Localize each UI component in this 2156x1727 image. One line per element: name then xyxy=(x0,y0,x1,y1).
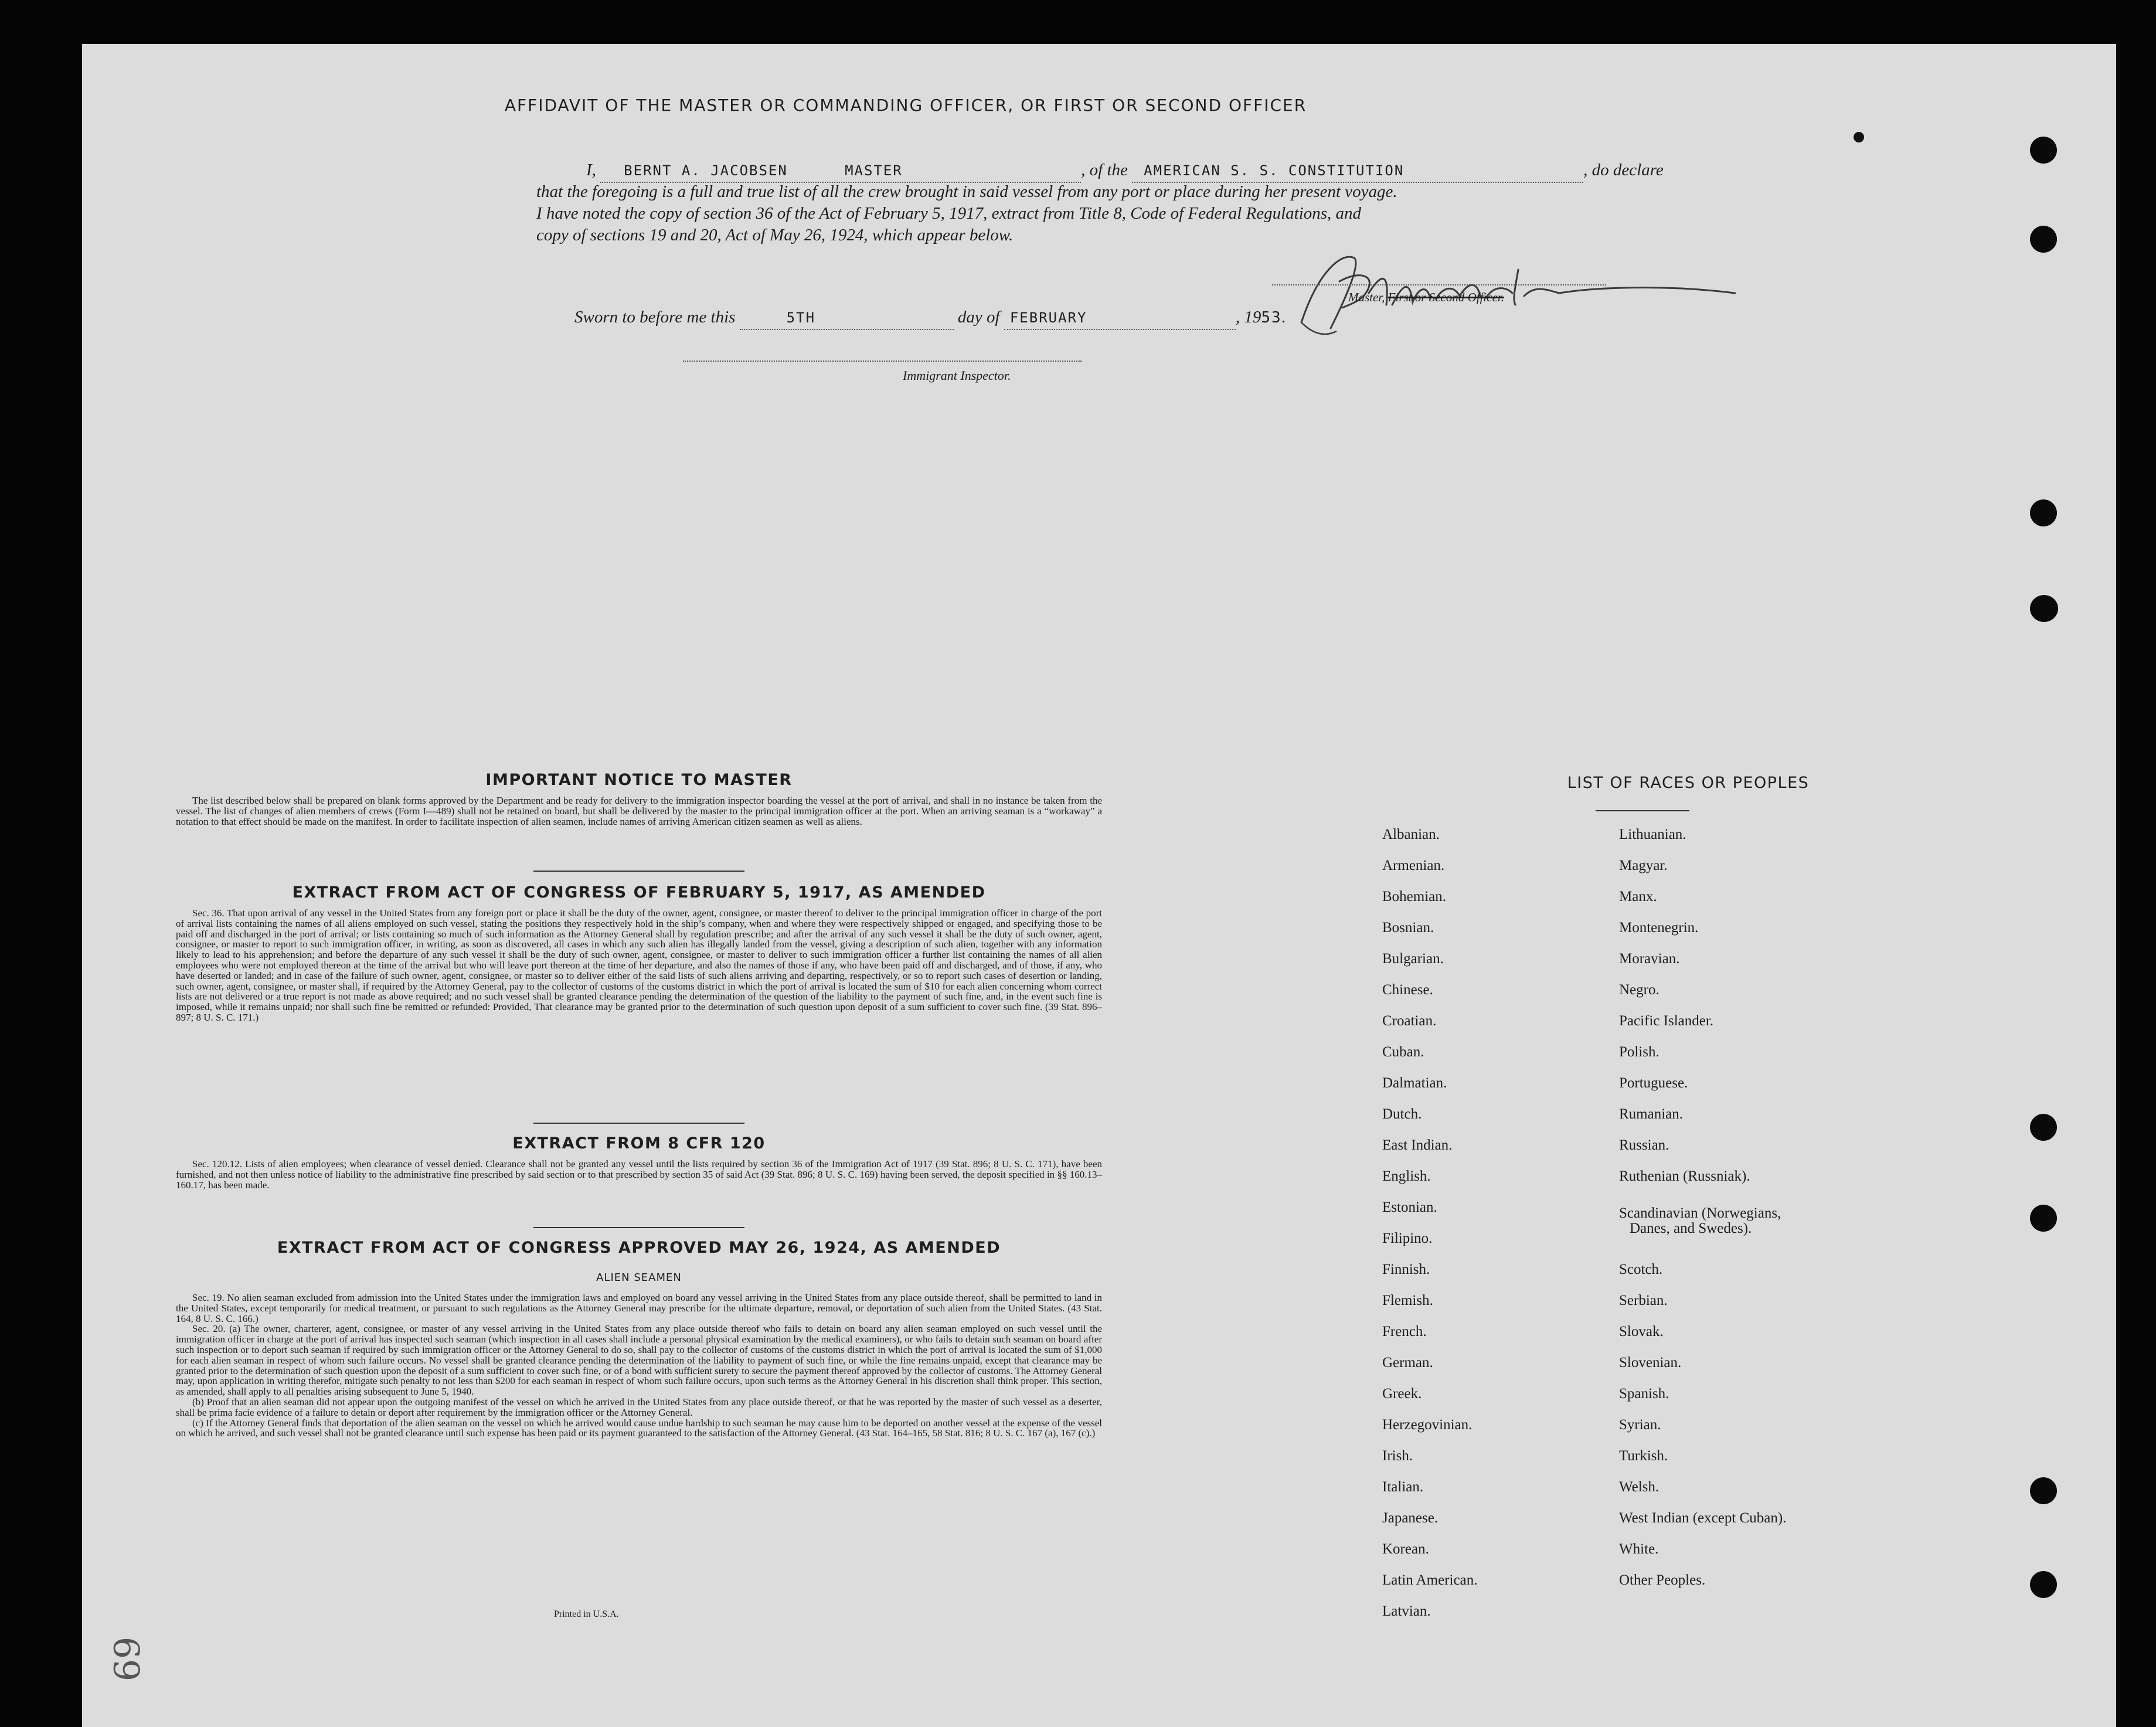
race-item: English. xyxy=(1382,1168,1431,1184)
race-item: Cuban. xyxy=(1382,1044,1424,1060)
race-item: Montenegrin. xyxy=(1619,920,1699,936)
race-item: German. xyxy=(1382,1355,1433,1371)
race-item: Chinese. xyxy=(1382,982,1433,998)
race-item: Other Peoples. xyxy=(1619,1572,1706,1588)
master-rank: MASTER xyxy=(845,162,903,179)
race-item: Bohemian. xyxy=(1382,889,1447,905)
extract-1924-body xyxy=(176,1293,1102,1439)
race-item: Moravian. xyxy=(1619,951,1680,967)
day-of-label: day of xyxy=(957,308,1000,327)
sworn-label: Sworn to before me this xyxy=(574,308,736,327)
race-item: Greek. xyxy=(1382,1386,1422,1402)
sec-19-paragraph: Sec. 19. No alien seaman excluded from admission into the United States under the immigration laws and employed on board any vessel arriving in the United States from any place outside thereof, shall be permitted to land in the United States, except temporarily for medical treatment, or pursuant to such regulations as the Attorney General may prescribe for the ultimate departure, removal, or deportation of such alien from the United States. (43 Stat. 164, 8 U. S. C. 166.) xyxy=(176,1292,1102,1324)
divider xyxy=(533,871,744,872)
sworn-day-field xyxy=(740,307,954,330)
affidavit-line-2: that the foregoing is a full and true list of all the crew brought in said vessel from any port or place during her present voyage. xyxy=(536,182,1397,201)
sec-20c-paragraph: (c) If the Attorney General finds that deportation of the alien seaman on the vessel on which he arrived would cause undue hardship to such seaman he may cause him to be deported on another vessel at the expense of the vessel on which he arrived, and such vessel shall not be granted clearance until such expense has been paid or its payment guaranteed to the satisfaction of the Attorney General. (43 Stat. 164–165, 58 Stat. 816; 8 U. S. C. 167 (a), 167 (c).) xyxy=(176,1417,1102,1439)
race-item: Albanian. xyxy=(1382,827,1440,842)
race-item: White. xyxy=(1619,1541,1659,1557)
binder-hole xyxy=(2030,137,2057,164)
race-item: Turkish. xyxy=(1619,1448,1668,1464)
name-field xyxy=(600,159,1081,183)
extract-cfr-body xyxy=(176,1159,1102,1190)
master-caption: Master, xyxy=(1348,290,1388,304)
races-divider xyxy=(1596,810,1689,811)
race-item: Portuguese. xyxy=(1619,1075,1688,1091)
extract-1917-body xyxy=(176,908,1102,1023)
sworn-month: FEBRUARY xyxy=(1009,310,1087,326)
race-item: Finnish. xyxy=(1382,1262,1430,1277)
race-item: Flemish. xyxy=(1382,1293,1433,1308)
binder-hole xyxy=(2030,1477,2057,1504)
binder-hole xyxy=(2030,1114,2057,1141)
sec-120-12-paragraph: Sec. 120.12. Lists of alien employees; when clearance of vessel denied. Clearance shall not be granted any vessel until the lists required by section 36 of the Immigration Act of 1917 (39 Stat. 896; 8 U. S. C. 171), have been furnished, and not then unless notice of liability to the administrative fine prescribed by said section or to that prescribed by section 35 of said Act (39 Stat. 896; 8 U. S. C. 169) having been served, the deposit specified in §§ 160.13–160.17, has been made. xyxy=(176,1158,1102,1191)
divider xyxy=(533,1123,744,1124)
divider xyxy=(533,1227,744,1228)
inspector-signature-line xyxy=(683,361,1082,362)
race-item: Italian. xyxy=(1382,1479,1424,1495)
race-item: Herzegovinian. xyxy=(1382,1417,1473,1433)
race-item: Spanish. xyxy=(1619,1386,1669,1402)
race-item: Polish. xyxy=(1619,1044,1659,1060)
race-item: Welsh. xyxy=(1619,1479,1659,1495)
race-item: Scotch. xyxy=(1619,1262,1663,1277)
binder-hole xyxy=(2030,595,2058,622)
races-heading: LIST OF RACES OR PEOPLES xyxy=(1567,774,1810,792)
race-item: Croatian. xyxy=(1382,1013,1437,1029)
signature-line xyxy=(1272,284,1606,285)
race-item: Slovak. xyxy=(1619,1324,1664,1340)
sec-20b-paragraph: (b) Proof that an alien seaman did not appear upon the outgoing manifest of the vessel on which he arrived in the United States from any place outside thereof, or that he was reported by the master of such vessel as a deserter, shall be prima facie evidence of a failure to detain or deport after requirement by the immigration officer or the Attorney General. xyxy=(176,1396,1102,1418)
extract-1924-heading: EXTRACT FROM ACT OF CONGRESS APPROVED MAY 26, 1924, AS AMENDED xyxy=(277,1239,1001,1257)
race-item: Latin American. xyxy=(1382,1572,1478,1588)
extract-1917-heading: EXTRACT FROM ACT OF CONGRESS OF FEBRUARY 5, 1917, AS AMENDED xyxy=(292,883,986,902)
race-item: Ruthenian (Russniak). xyxy=(1619,1168,1750,1184)
race-item: Pacific Islander. xyxy=(1619,1013,1714,1029)
extract-cfr-heading: EXTRACT FROM 8 CFR 120 xyxy=(512,1134,766,1153)
race-item: Magyar. xyxy=(1619,858,1668,873)
race-item: West Indian (except Cuban). xyxy=(1619,1510,1787,1526)
struck-officer-caption: First or Second Officer. xyxy=(1388,290,1504,304)
race-item: Syrian. xyxy=(1619,1417,1661,1433)
sec-20a-paragraph: Sec. 20. (a) The owner, charterer, agent, consignee, or master of any vessel arriving in the United States from any place outside thereof who fails to detain on board any alien seaman employed on such vessel until the immigration officer in charge at the port of arrival has inspected such seaman (which inspection in all cases shall include a personal physical examination by the medical examiners), or who fails to detain such seaman on board after such inspection or to deport such seaman if required by such immigration officer or the Attorney General to do so, shall pay to the collector of customs of the customs district in which the port of arrival is located the sum of $1,000 for each alien seaman in respect of whom such failure occurs. No vessel shall be granted clearance pending the determination of the liability to payment of such fine, or while the fine remains unpaid, except that clearance may be granted prior to the determination of such question upon the deposit of a sum sufficient to cover such fine, or of a bond with sufficient surety to secure the payment thereof approved by the collector of customs. The Attorney General may, upon application in writing therefor, mitigate such penalty to not less than $200 for each seaman in respect of whom such failure occurs, upon such terms as the Attorney General in his discretion shall think proper. This section, as amended, shall apply to all penalties arising subsequent to June 5, 1940. xyxy=(176,1323,1102,1398)
master-name: BERNT A. JACOBSEN xyxy=(624,162,788,179)
sworn-day: 5TH xyxy=(786,310,816,326)
sworn-line: Sworn to before me this 5TH day of FEBRUARY , 1953. xyxy=(574,307,1286,330)
master-signature xyxy=(1266,234,1747,346)
race-item: Russian. xyxy=(1619,1137,1669,1153)
race-item: Scandinavian (Norwegians, xyxy=(1619,1205,1781,1221)
race-item: Rumanian. xyxy=(1619,1106,1684,1122)
inspector-label: Immigrant Inspector. xyxy=(903,368,1011,383)
affidavit-line-4: copy of sections 19 and 20, Act of May 26, 1924, which appear below. xyxy=(536,226,1014,244)
race-item: Dalmatian. xyxy=(1382,1075,1447,1091)
margin-annotation: 69 xyxy=(107,1636,149,1682)
binder-hole xyxy=(2030,1571,2057,1598)
sec-36-paragraph: Sec. 36. That upon arrival of any vessel in the United States from any foreign port or place it shall be the duty of the owner, agent, consignee, or master thereof to deliver to the principal immigration officer in charge of the port of arrival lists containing the names of all aliens employed on such vessel, stating the positions they respectively hold in the ship’s company, when and where they were respectively shipped or engaged, and specifying those to be paid off and discharged in the port of arrival; or lists containing so much of such information as the Attorney General shall by regulation prescribe; and after the arrival of any such vessel it shall be the duty of such owner, agent, consignee, or master to report to such immigration officer, in writing, as soon as discovered, all cases in which any such alien has illegally landed from the vessel, giving a description of such alien, together with any information likely to lead to his apprehension; and before the departure of any such vessel it shall be the duty of such owner, agent, consignee, or master to deliver to such immigration officer a further list containing the names of all alien employees who were not employed thereon at the time of the arrival but who will leave port thereon at the time of her departure, and also the names of those if any, who have been paid off and discharged, and of those, if any, who have deserted or landed; and in case of the failure of such owner, agent, consignee, or master so to deliver either of the said lists of such aliens arriving and departing, respectively, or so to report such cases of desertion or landing, such owner, agent, consignee, or master shall, if required by the Attorney General, pay to the collector of customs of the customs district in which the port of arrival is located the sum of $10 for each alien concerning whom correct lists are not delivered or a true report is not made as above required; and no such vessel shall be granted clearance pending the determination of the question of the liability to the payment of such fine, and, in the event such fine is imposed, while it remains unpaid; nor shall such fine be remitted or refunded: Provided, That clearance may be granted prior to the determination of such question upon deposit of a sum sufficient to cover such fine. (39 Stat. 896–897; 8 U. S. C. 171.) xyxy=(176,907,1102,1023)
race-item: Filipino. xyxy=(1382,1230,1433,1246)
race-item: Negro. xyxy=(1619,982,1659,998)
race-item: Korean. xyxy=(1382,1541,1429,1557)
do-declare-label: , do declare xyxy=(1583,161,1664,179)
race-item: Latvian. xyxy=(1382,1603,1431,1619)
race-item: Irish. xyxy=(1382,1448,1413,1464)
vessel-field xyxy=(1132,159,1583,183)
vessel-name: AMERICAN S. S. CONSTITUTION xyxy=(1144,162,1405,179)
notice-heading: IMPORTANT NOTICE TO MASTER xyxy=(485,771,793,789)
i-label: I, xyxy=(586,161,596,179)
notice-paragraph: The list described below shall be prepared on blank forms approved by the Department and be ready for delivery to the immigration inspector boarding the vessel at the port of arrival, and shall in no instance be taken from the vessel. The list of changes of alien members of crews (Form I—489) shall not be retained on board, but shall be delivered by the master to the principal immigration officer at the port. When an arriving seaman is a “workaway” a notation to that effect should be made on the manifest. In order to facilitate inspection of alien seamen, include names of arriving American citizen seamen as well as aliens. xyxy=(176,795,1102,827)
affidavit-line-3: I have noted the copy of section 36 of the Act of February 5, 1917, extract from Title 8, Code of Federal Regulations, and xyxy=(536,204,1362,223)
of-the-label: , of the xyxy=(1081,161,1128,179)
race-item: Bulgarian. xyxy=(1382,951,1444,967)
race-item: East Indian. xyxy=(1382,1137,1453,1153)
sworn-month-field xyxy=(1004,307,1236,330)
printed-in-usa: Printed in U.S.A. xyxy=(554,1609,619,1619)
binder-hole xyxy=(2030,226,2057,253)
race-item: French. xyxy=(1382,1324,1427,1340)
notice-body xyxy=(176,795,1102,827)
race-item: Slovenian. xyxy=(1619,1355,1682,1371)
affidavit-line-1 xyxy=(586,159,1664,183)
race-item: Armenian. xyxy=(1382,858,1445,873)
race-item: Danes, and Swedes). xyxy=(1630,1221,1752,1236)
form-page xyxy=(82,44,2116,1727)
sworn-year: 53 xyxy=(1261,309,1282,327)
binder-hole xyxy=(2030,499,2057,526)
binder-hole xyxy=(2030,1205,2057,1232)
race-item: Estonian. xyxy=(1382,1199,1437,1215)
race-item: Dutch. xyxy=(1382,1106,1422,1122)
race-item: Bosnian. xyxy=(1382,920,1434,936)
race-item: Japanese. xyxy=(1382,1510,1439,1526)
race-item: Manx. xyxy=(1619,889,1657,905)
race-item: Lithuanian. xyxy=(1619,827,1686,842)
signature-caption xyxy=(1348,287,1504,308)
affidavit-title: AFFIDAVIT OF THE MASTER OR COMMANDING OFFICER, OR FIRST OR SECOND OFFICER xyxy=(504,96,1307,115)
year-prefix: , 19 xyxy=(1235,308,1261,327)
alien-seamen-subheading: ALIEN SEAMEN xyxy=(596,1272,682,1284)
race-item: Serbian. xyxy=(1619,1293,1668,1308)
ink-spot xyxy=(1854,132,1864,142)
